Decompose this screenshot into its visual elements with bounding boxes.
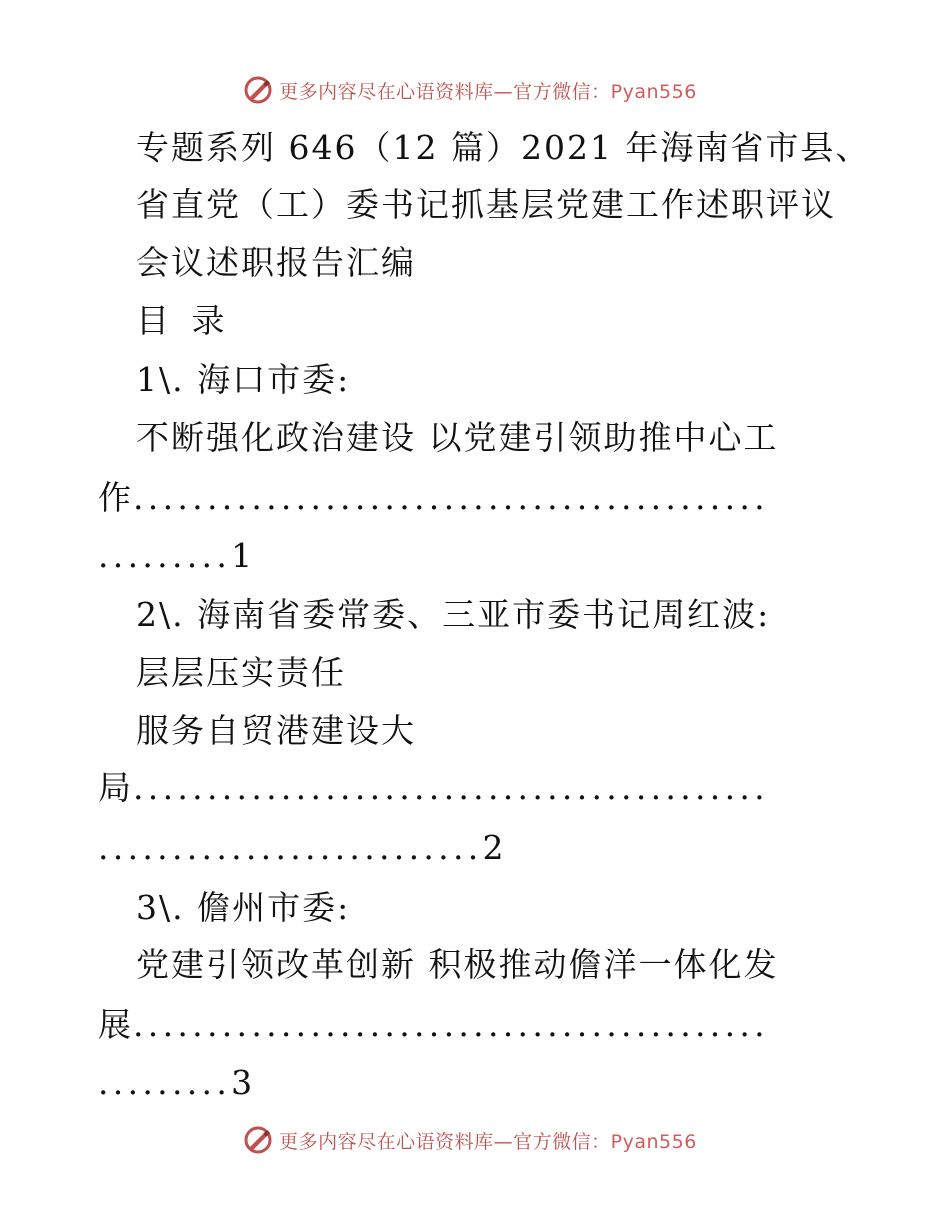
doc-title-line-3: 会议述职报告汇编 [136, 243, 416, 282]
toc-page-number: 2 [482, 828, 506, 867]
toc-entry-author: 海口市委: [197, 360, 351, 399]
toc-entry-3-title: 党建引领改革创新 积极推动儋洋一体化发 [136, 945, 779, 984]
watermark-text: 更多内容尽在心语资料库—官方微信：Pyan556 [279, 1130, 697, 1153]
pen-logo-icon [243, 1125, 273, 1155]
toc-entry-2-page-line [98, 828, 506, 868]
toc-leader-dots: ........................................... [133, 478, 769, 517]
toc-entry-1-title-cont: 作........................................... [98, 478, 769, 517]
toc-entry-3-header [136, 888, 350, 928]
toc-leader-dots: ........................................... [133, 1005, 769, 1044]
toc-entry-2-title-cont: 局........................................... [98, 768, 769, 807]
toc-page-number: 3 [231, 1063, 255, 1102]
toc-entry-number: 3\. [136, 888, 185, 927]
toc-leader-dots: ......... [98, 536, 232, 575]
doc-title-line-1: 专题系列 646（12 篇）2021 年海南省市县、 [136, 128, 871, 167]
toc-leader-dots: ......... [98, 1063, 232, 1102]
toc-entry-author: 儋州市委: [197, 888, 351, 927]
toc-entry-2-title: 层层压实责任 [136, 653, 346, 692]
toc-entry-3-page-line [98, 1063, 254, 1103]
toc-entry-2-title-2: 服务自贸港建设大 [136, 711, 416, 750]
toc-entry-2-header [136, 595, 770, 635]
watermark-text: 更多内容尽在心语资料库—官方微信：Pyan556 [279, 80, 697, 103]
toc-entry-1-title: 不断强化政治建设 以党建引领助推中心工 [136, 418, 779, 457]
pen-logo-icon [243, 75, 273, 105]
toc-entry-1-page-line [98, 536, 254, 576]
footer-watermark [0, 1120, 950, 1160]
toc-entry-number: 1\. [136, 360, 185, 399]
toc-leader-dots: .......................... [98, 828, 483, 867]
toc-entry-author: 海南省委常委、三亚市委书记周红波: [197, 595, 771, 634]
toc-entry-3-title-cont: 展........................................... [98, 1005, 769, 1044]
toc-heading: 目 录 [136, 301, 231, 340]
toc-page-number: 1 [231, 536, 255, 575]
toc-entry-number: 2\. [136, 595, 185, 634]
header-watermark [0, 70, 950, 110]
toc-leader-dots: ........................................... [133, 768, 769, 807]
toc-entry-1-header [136, 360, 350, 400]
doc-title-line-2: 省直党（工）委书记抓基层党建工作述职评议 [136, 185, 836, 224]
